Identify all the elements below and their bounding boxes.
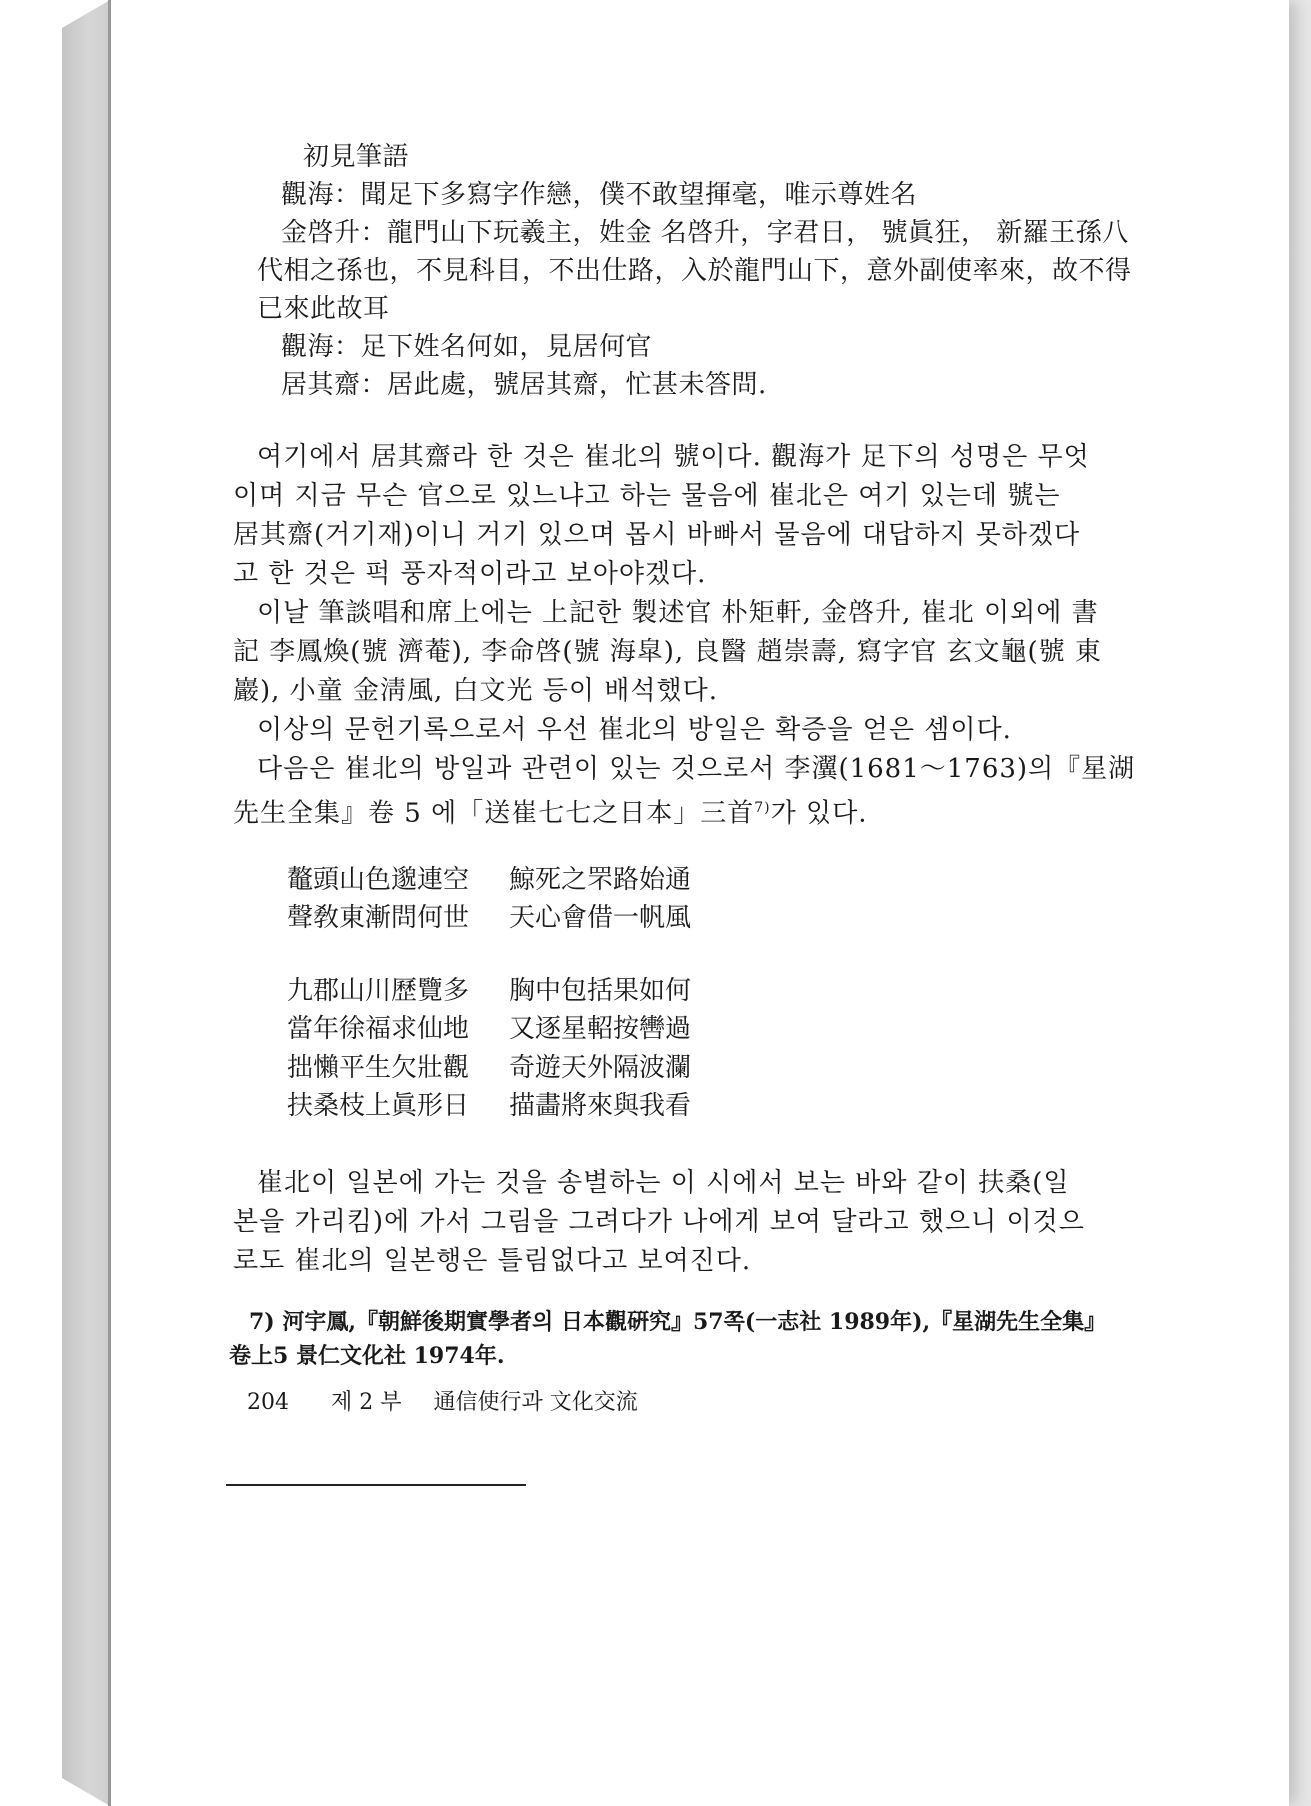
poem-line [287,1051,787,1085]
paragraph-text: 가 있다. [770,798,868,829]
footnote-line: 卷上5 景仁文化社 1974年. [229,1343,505,1369]
paragraph-line: 로도 崔北의 일본행은 틀림없다고 보여진다. [233,1246,752,1276]
paragraph-text: 先生全集』卷 5 에「送崔七七之日本」三首 [233,798,755,829]
part-label: 제 2 부 [331,1390,402,1415]
dialogue-line: 觀海：聞足下多寫字作戀，僕不敢望揮毫，唯示尊姓名 [281,180,918,210]
poem-verse: 天心會借一帆風 [509,903,692,933]
poem-verse: 九郡山川歷覽多 [287,976,470,1006]
poem-line [287,974,787,1008]
poem-line [287,1012,787,1046]
dialogue-heading: 初見筆語 [303,142,410,172]
paragraph-line: 이며 지금 무슨 官으로 있느냐고 하는 물음에 崔北은 여기 있는데 號는 [233,481,1061,511]
dialogue-line: 居其齋：居此處，號居其齋，忙甚未答問. [281,370,767,400]
page-content [111,0,1289,1806]
footnote-mark: 7) [754,800,771,816]
poem-verse: 聲敎東漸問何世 [287,903,470,933]
dialogue-line: 已來此故耳 [257,294,390,324]
poem-verse: 當年徐福求仙地 [287,1014,470,1044]
paragraph-line: 崔北이 일본에 가는 것을 송별하는 이 시에서 보는 바와 같이 扶桑(일 [257,1168,1070,1198]
footnote-line: 7) 河宇鳳,『朝鮮後期實學者의 日本觀硏究』57쪽(一志社 1989年),『星湖先生全集』 [249,1309,1107,1335]
footnote-rule [226,1484,526,1486]
paragraph-line: 여기에서 居其齋라 한 것은 崔北의 號이다. 觀海가 足下의 성명은 무엇 [257,442,1090,472]
poem-verse: 鼇頭山色邈連空 [287,865,470,895]
paragraph-line [233,791,867,831]
page-footer [247,1388,638,1418]
poem-verse: 奇遊天外隔波瀾 [509,1053,692,1083]
poem-verse: 扶桑枝上眞形日 [287,1091,470,1121]
dialogue-line: 觀海：足下姓名何如，見居何官 [281,332,653,362]
paragraph-line: 居其齋(거기재)이니 거기 있으며 몹시 바빠서 물음에 대답하지 못하겠다 [233,520,1081,550]
poem-verse: 鯨死之罘路始通 [509,865,692,895]
paragraph-line: 이날 筆談唱和席上에는 上記한 製述官 朴矩軒, 金啓升, 崔北 이외에 書 [257,598,1099,628]
section-title: 通信使行과 文化交流 [433,1390,638,1415]
poem-verse: 描畵將來與我看 [509,1091,692,1121]
poem-line [287,863,787,897]
poem-verse: 拙懶平生欠壯觀 [287,1053,470,1083]
book-spine [62,0,110,1806]
dialogue-line: 代相之孫也，不見科目，不出仕路，入於龍門山下，意外副使率來，故不得 [257,256,1132,286]
dialogue-line: 金啓升：龍門山下玩羲主，姓金 名啓升，字君日， 號眞狂， 新羅王孫八 [281,218,1129,248]
poem-verse: 又逐星軺按轡過 [509,1014,692,1044]
poem-line [287,901,787,935]
paragraph-line: 고 한 것은 퍽 풍자적이라고 보아야겠다. [233,559,707,589]
page-number: 204 [247,1390,289,1415]
poem-verse: 胸中包括果如何 [509,976,692,1006]
paragraph-line: 巖), 小童 金淸風, 白文光 등이 배석했다. [233,676,718,706]
book-page [111,0,1289,1806]
paragraph-line: 記 李鳳煥(號 濟菴), 李命啓(號 海皐), 良醫 趙崇壽, 寫字官 玄文龜(號 東 [233,637,1102,667]
poem-line [287,1089,787,1123]
paragraph-line: 본을 가리킴)에 가서 그림을 그려다가 나에게 보여 달라고 했으니 이것으 [233,1207,1085,1237]
paragraph-line: 이상의 문헌기록으로서 우선 崔北의 방일은 확증을 얻은 셈이다. [257,715,1012,745]
paragraph-line: 다음은 崔北의 방일과 관련이 있는 것으로서 李瀷(1681～1763)의『星湖 [257,754,1136,784]
